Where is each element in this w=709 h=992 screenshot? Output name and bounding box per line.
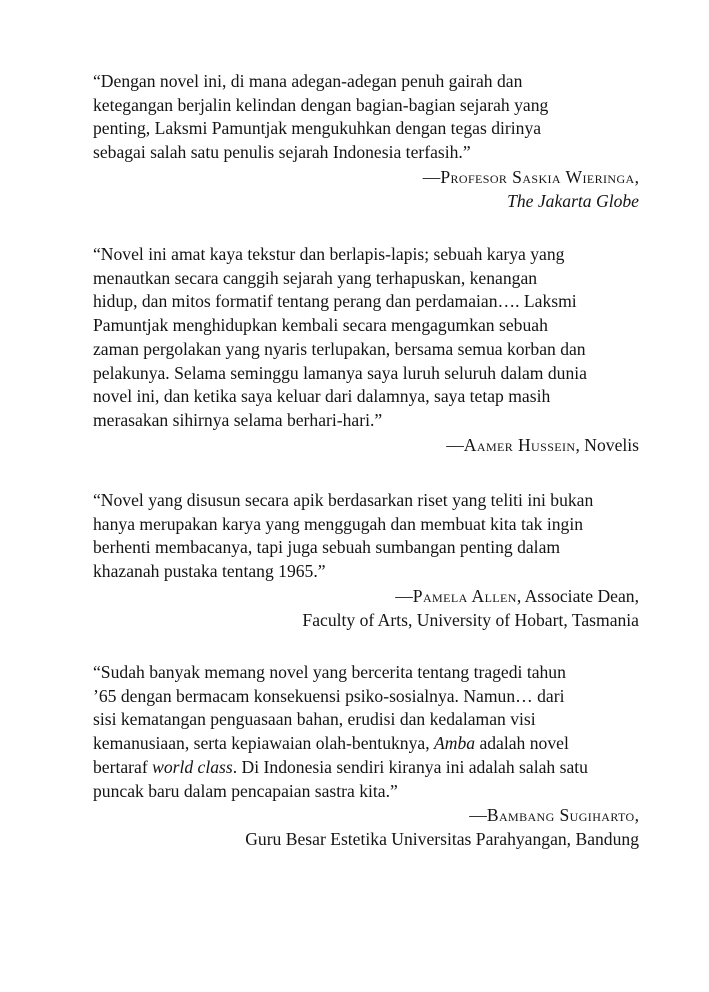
- attribution-dash: —: [446, 434, 464, 455]
- affiliation-text: Faculty of Arts, University of Hobart, Tasmania: [302, 609, 639, 630]
- quote-line: penting, Laksmi Pamuntjak mengukuhkan dengan tegas dirinya: [93, 118, 542, 139]
- quote-line: novel ini, dan ketika saya keluar dari dalamnya, saya tetap masih: [93, 386, 551, 407]
- quote-line: ’65 dengan bermacam konsekuensi psiko-sosialnya. Namun… dari: [93, 685, 565, 706]
- quote-line: hanya merupakan karya yang menggugah dan membuat kita tak ingin: [93, 513, 584, 534]
- quote-line: “Dengan novel ini, di mana adegan-adegan penuh gairah dan: [93, 71, 523, 91]
- quote-fragment: adalah novel: [475, 733, 569, 754]
- quote-fragment: bertaraf: [93, 756, 153, 777]
- blurb-attribution: [93, 433, 639, 457]
- attribution-suffix: ,: [634, 805, 639, 826]
- quote-line: “Sudah banyak memang novel yang bercerita tentang tragedi tahun: [93, 662, 566, 682]
- attribution-suffix: , Associate Dean,: [516, 585, 639, 606]
- quote-line: [93, 756, 639, 780]
- quote-line: Pamuntjak menghidupkan kembali secara mengagumkan sebuah: [93, 315, 548, 336]
- attribution-suffix: ,: [634, 166, 639, 187]
- blurb-attribution: [93, 803, 639, 827]
- affiliation-text: The Jakarta Globe: [507, 190, 639, 211]
- blurb-3: [93, 489, 639, 632]
- quote-line: menautkan secara canggih sejarah yang terhapuskan, kenangan: [93, 267, 538, 288]
- attribution-dash: —: [469, 805, 487, 826]
- quote-line: ketegangan berjalin kelindan dengan bagian-bagian sejarah yang: [93, 94, 549, 115]
- blurb-affiliation: [93, 608, 639, 632]
- attribution-suffix: , Novelis: [575, 434, 639, 455]
- quote-line: berhenti membacanya, tapi juga sebuah sumbangan penting dalam: [93, 537, 561, 558]
- blurb-affiliation: [93, 189, 639, 213]
- quote-line: khazanah pustaka tentang 1965.”: [93, 561, 326, 582]
- blurb-1: [93, 70, 639, 213]
- blurb-quote: [93, 70, 639, 165]
- quote-line: zaman pergolakan yang nyaris terlupakan, bersama semua korban dan: [93, 338, 586, 359]
- blurb-4: [93, 661, 639, 851]
- attribution-author: Bambang Sugiharto: [486, 805, 635, 826]
- quote-line: “Novel yang disusun secara apik berdasarkan riset yang teliti ini bukan: [93, 490, 594, 510]
- quote-fragment: kemanusiaan, serta kepiawaian olah-bentuknya,: [93, 733, 434, 754]
- quote-line: sebagai salah satu penulis sejarah Indonesia terfasih.”: [93, 142, 471, 163]
- blurb-attribution: [93, 165, 639, 189]
- quote-fragment: . Di Indonesia sendiri kiranya ini adalah salah satu: [232, 756, 588, 777]
- blurb-attribution: [93, 584, 639, 608]
- quote-line: “Novel ini amat kaya tekstur dan berlapis-lapis; sebuah karya yang: [93, 244, 565, 264]
- quote-line: pelakunya. Selama seminggu lamanya saya luruh seluruh dalam dunia: [93, 362, 587, 383]
- quote-line: merasakan sihirnya selama berhari-hari.”: [93, 409, 383, 430]
- quote-line: [93, 732, 639, 756]
- quote-line: sisi kematangan penguasaan bahan, erudisi dan kedalaman visi: [93, 709, 536, 730]
- blurb-quote: [93, 661, 639, 803]
- blurb-quote: [93, 489, 639, 584]
- quote-line: hidup, dan mitos formatif tentang perang dan perdamaian…. Laksmi: [93, 291, 577, 312]
- quote-line: puncak baru dalam pencapaian sastra kita.”: [93, 780, 398, 801]
- book-title: Amba: [434, 733, 476, 754]
- blurb-2: [93, 243, 639, 457]
- attribution-author: Pamela Allen: [412, 585, 517, 606]
- attribution-author: Profesor Saskia Wieringa: [440, 166, 635, 187]
- attribution-dash: —: [395, 585, 413, 606]
- blurb-affiliation: [93, 827, 639, 851]
- affiliation-text: Guru Besar Estetika Universitas Parahyangan, Bandung: [245, 829, 639, 850]
- attribution-author: Aamer Hussein: [463, 434, 576, 455]
- attribution-dash: —: [422, 166, 441, 187]
- blurb-quote: [93, 243, 639, 433]
- italic-phrase: world class: [152, 756, 233, 777]
